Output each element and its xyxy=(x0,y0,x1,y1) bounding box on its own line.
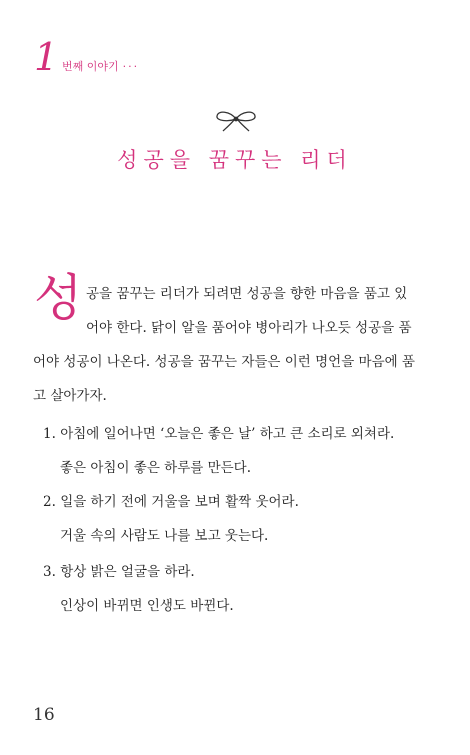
paragraph-line: 어야 한다. 닭이 알을 품어야 병아리가 나오듯 성공을 품 xyxy=(86,320,412,336)
list-item xyxy=(43,492,299,512)
drop-cap: 성 xyxy=(34,269,83,327)
list-item xyxy=(43,424,394,444)
list-item-sub: 인상이 바뀌면 인생도 바뀐다. xyxy=(60,598,234,614)
paragraph-line: 어야 성공이 나온다. 성공을 꿈꾸는 자들은 이런 명언을 마음에 품 xyxy=(33,354,415,370)
list-item xyxy=(43,562,195,582)
bow-icon xyxy=(214,110,258,132)
chapter-label-wrap xyxy=(62,58,139,74)
list-item-text: 일을 하기 전에 거울을 보며 활짝 웃어라. xyxy=(60,494,299,510)
list-item-text: 아침에 일어나면 ‘오늘은 좋은 날’ 하고 큰 소리로 외쳐라. xyxy=(60,426,395,442)
paragraph-line: 고 살아가자. xyxy=(33,388,107,404)
page-title: 성공을 꿈꾸는 리더 xyxy=(117,148,353,172)
chapter-number: 1 xyxy=(34,35,59,79)
chapter-ellipsis: ··· xyxy=(122,60,140,73)
list-item-sub: 거울 속의 사람도 나를 보고 웃는다. xyxy=(60,528,269,544)
paragraph-line: 공을 꿈꾸는 리더가 되려면 성공을 향한 마음을 품고 있 xyxy=(86,286,408,302)
list-item-sub: 좋은 아침이 좋은 하루를 만든다. xyxy=(60,460,251,476)
list-item-number: 1. xyxy=(43,426,56,442)
chapter-label: 번째 이야기 xyxy=(62,60,119,73)
list-item-number: 3. xyxy=(43,564,56,580)
list-item-number: 2. xyxy=(43,494,56,510)
page-number: 16 xyxy=(33,705,55,725)
list-item-text: 항상 밝은 얼굴을 하라. xyxy=(60,564,195,580)
